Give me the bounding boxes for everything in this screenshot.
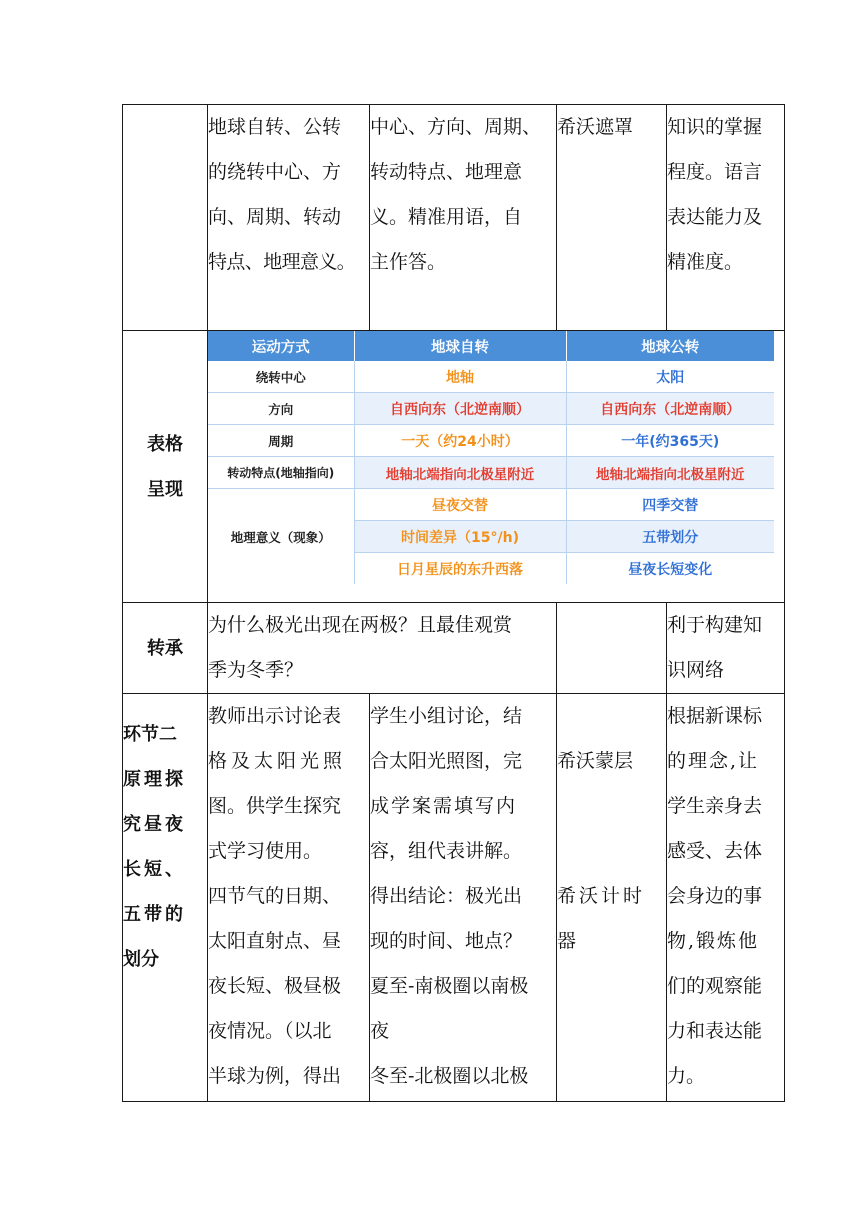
revolution-value: 自西向东（北逆南顺） <box>566 393 774 425</box>
row-direction <box>208 393 774 425</box>
text-line: 学生小组讨论，结 <box>370 705 523 727</box>
text-line: 半球为例，得出 <box>208 1065 342 1087</box>
text-line: 利于构建知 <box>667 614 763 636</box>
text-line: 器 <box>557 930 577 952</box>
row-period <box>208 425 774 457</box>
header-motion-type: 运动方式 <box>208 331 354 361</box>
text-line: 物,锻炼他 <box>667 930 760 952</box>
row-label: 方向 <box>208 393 354 425</box>
rotation-value: 日月星辰的东升西落 <box>354 553 566 585</box>
header-revolution: 地球公转 <box>566 331 774 361</box>
text-line: 希沃遮罩 <box>557 116 634 138</box>
revolution-value: 五带划分 <box>566 521 774 553</box>
earth-motion-header-row <box>208 331 774 361</box>
row1-teacher-cell <box>208 105 370 331</box>
row-table-presentation <box>123 331 785 603</box>
text-line: 冬至-北极圈以北极 <box>370 1065 529 1087</box>
label-line: 呈现 <box>147 478 183 500</box>
text-line: 中心、方向、周期、 <box>370 116 542 138</box>
text-line: 识网络 <box>667 659 725 681</box>
row-label: 周期 <box>208 425 354 457</box>
revolution-value: 昼夜长短变化 <box>566 553 774 585</box>
text-line: 夜 <box>370 1020 390 1042</box>
text-line: 季为冬季？ <box>208 659 304 681</box>
text-line: 精准度。 <box>667 251 744 273</box>
row1-label-cell <box>123 105 208 331</box>
row-significance-1 <box>208 489 774 521</box>
label-line: 转承 <box>147 637 183 659</box>
text-line: 学生亲身去 <box>667 795 763 817</box>
revolution-value: 一年(约365天) <box>566 425 774 457</box>
label-line: 表格 <box>147 433 183 455</box>
row3-label-cell <box>123 603 208 694</box>
row-label: 绕转中心 <box>208 361 354 393</box>
row1-purpose-cell <box>667 105 785 331</box>
row1-tools-cell <box>557 105 667 331</box>
row-axis-direction <box>208 457 774 489</box>
text-line: 图。供学生探究 <box>208 795 342 817</box>
text-line: 主作答。 <box>370 251 447 273</box>
rotation-value: 自西向东（北逆南顺） <box>354 393 566 425</box>
rotation-value: 一天（约24小时） <box>354 425 566 457</box>
text-line: 程度。语言 <box>667 161 763 183</box>
row4-tools-cell <box>557 694 667 1102</box>
text-line: 地球自转、公转 <box>208 116 342 138</box>
text-line: 格及太阳光照 <box>208 750 347 772</box>
text-line: 的理念,让 <box>667 750 760 772</box>
text-line: 会身边的事 <box>667 885 763 907</box>
revolution-value: 四季交替 <box>566 489 774 521</box>
text-line: 们的观察能 <box>667 975 763 997</box>
label-line: 划分 <box>123 949 159 970</box>
label-line: 长短、 <box>123 859 186 880</box>
row4-purpose-cell <box>667 694 785 1102</box>
text-line: 根据新课标 <box>667 705 763 727</box>
text-line: 教师出示讨论表 <box>208 705 342 727</box>
label-line: 五带的 <box>123 904 186 925</box>
text-line: 夜情况。（以北 <box>208 1020 332 1042</box>
text-line: 四节气的日期、 <box>208 885 342 907</box>
row1-student-cell <box>370 105 557 331</box>
text-line: 力。 <box>667 1065 706 1087</box>
label-line: 原理探 <box>123 769 186 790</box>
text-line: 表达能力及 <box>667 206 763 228</box>
row3-tools-cell <box>557 603 667 694</box>
row4-label-cell <box>123 694 208 1102</box>
text-line: 为什么极光出现在两极？且最佳观赏 <box>208 614 513 636</box>
text-line: 夏至-南极圈以南极 <box>370 975 529 997</box>
text-line: 容，组代表讲解。 <box>370 840 523 862</box>
row-label-significance: 地理意义（现象） <box>208 489 354 585</box>
text-line: 向、周期、转动 <box>208 206 342 228</box>
row3-purpose-cell <box>667 603 785 694</box>
label-line: 究昼夜 <box>123 814 186 835</box>
rotation-value: 时间差异（15°/h) <box>354 521 566 553</box>
row4-teacher-cell <box>208 694 370 1102</box>
text-line: 特点、地理意义。 <box>208 251 356 273</box>
row-center <box>208 361 774 393</box>
label-line: 环节二 <box>123 724 177 745</box>
text-line: 希沃计时 <box>557 885 646 907</box>
header-rotation: 地球自转 <box>354 331 566 361</box>
rotation-value: 昼夜交替 <box>354 489 566 521</box>
row-label: 转动特点(地轴指向) <box>208 457 354 489</box>
text-line: 夜长短、极昼极 <box>208 975 342 997</box>
row2-content-cell <box>208 331 785 603</box>
row3-question-cell <box>208 603 557 694</box>
row-transition <box>123 603 785 694</box>
rotation-value: 地轴 <box>354 361 566 393</box>
text-line: 合太阳光照图，完 <box>370 750 523 772</box>
text-line: 太阳直射点、昼 <box>208 930 342 952</box>
text-line: 感受、去体 <box>667 840 763 862</box>
text-line: 得出结论：极光出 <box>370 885 523 907</box>
row-section-two <box>123 694 785 1102</box>
row4-student-cell <box>370 694 557 1102</box>
row-knowledge <box>123 105 785 331</box>
text-line: 成学案需填写内 <box>370 795 518 817</box>
revolution-value: 太阳 <box>566 361 774 393</box>
text-line: 力和表达能 <box>667 1020 763 1042</box>
text-line: 现的时间、地点？ <box>370 930 523 952</box>
text-line: 希沃蒙层 <box>557 750 634 772</box>
text-line: 转动特点、地理意 <box>370 161 523 183</box>
revolution-value: 地轴北端指向北极星附近 <box>566 457 774 489</box>
lesson-plan-table <box>122 104 785 1102</box>
earth-motion-table <box>208 331 774 584</box>
row2-label-cell <box>123 331 208 603</box>
text-line: 的绕转中心、方 <box>208 161 342 183</box>
text-line: 知识的掌握 <box>667 116 763 138</box>
text-line: 义。精准用语，自 <box>370 206 523 228</box>
rotation-value: 地轴北端指向北极星附近 <box>354 457 566 489</box>
text-line: 式学习使用。 <box>208 840 323 862</box>
